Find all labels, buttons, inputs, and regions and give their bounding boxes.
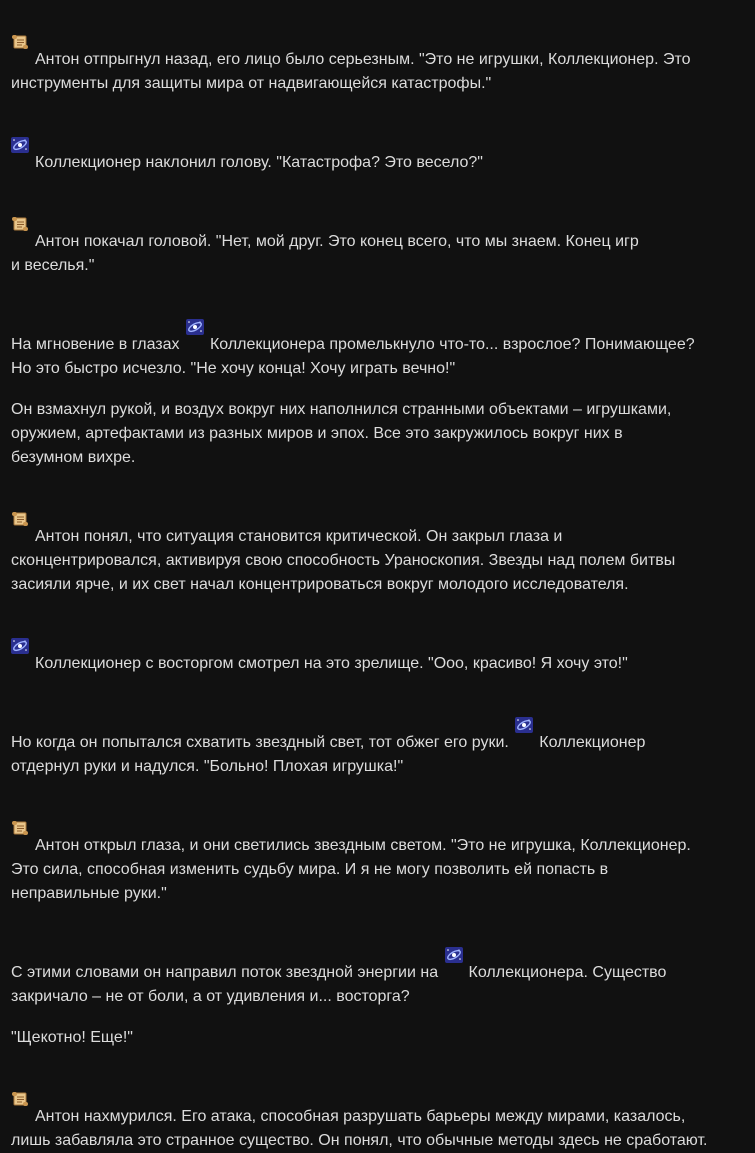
paragraph-text: Антон покачал головой. "Нет, мой друг. Это конец всего, что мы знаем. Конец игр и веселья." [11,233,639,274]
paragraph-text: Коллекционера промелькнуло что-то... взрослое? Понимающее? Но это быстро исчезло. "Не хочу конца! Хочу играть вечно!" [11,336,695,377]
story-paragraph [11,398,755,470]
paragraph-text: Коллекционер наклонил голову. "Катастрофа? Это весело?" [35,154,483,171]
paragraph-text: Коллекционера. Существо закричало – не от боли, а от удивления и... восторга? [11,964,667,1005]
story-paragraph [11,192,755,278]
galaxy-icon [11,113,29,129]
scroll-icon [11,10,29,26]
paragraph-text: На мгновение в глазах [11,336,184,353]
paragraph-text: Антон отпрыгнул назад, его лицо было серьезным. "Это не игрушки, Коллекционер. Это инструменты для защиты мира от надвигающейся катастрофы." [11,51,691,92]
story-paragraph [11,614,755,676]
scroll-icon [11,1067,29,1083]
paragraph-text: С этими словами он направил поток звездной энергии на [11,964,443,981]
story-paragraph [11,1067,755,1153]
galaxy-icon [445,923,463,939]
paragraph-text: Коллекционер с восторгом смотрел на это зрелище. "Ооо, красиво! Я хочу это!" [35,655,628,672]
paragraph-text: Но когда он попытался схватить звездный свет, тот обжег его руки. [11,734,514,751]
story-paragraph [11,1026,755,1050]
galaxy-icon [515,693,533,709]
paragraph-text: Он взмахнул рукой, и воздух вокруг них наполнился странными объектами – игрушками, оружием, артефактами из разных миров и эпох. Все это закружилось вокруг них в безумном вихре. [11,401,672,466]
story-paragraph [11,796,755,906]
paragraph-text: Антон понял, что ситуация становится критической. Он закрыл глаза и сконцентрировался, активируя свою способность Ураноскопия. Звезды над полем битвы засияли ярче, и их свет начал концентрироваться вокруг молодого исследователя. [11,528,676,593]
story-paragraph [11,295,755,381]
story-paragraph [11,113,755,175]
paragraph-text: Антон нахмурился. Его атака, способная разрушать барьеры между мирами, казалось, лишь забавляла это странное существо. Он понял, что обычные методы здесь не сработают. [11,1108,708,1149]
scroll-icon [11,192,29,208]
story-paragraph [11,487,755,597]
galaxy-icon [186,295,204,311]
paragraph-text: Коллекционер отдернул руки и надулся. "Больно! Плохая игрушка!" [11,734,646,775]
scroll-icon [11,796,29,812]
story-paragraph [11,10,755,96]
scroll-icon [11,487,29,503]
paragraph-text: "Щекотно! Еще!" [11,1029,133,1046]
story-paragraph [11,923,755,1009]
paragraph-text: Антон открыл глаза, и они светились звездным светом. "Это не игрушка, Коллекционер. Это сила, способная изменить судьбу мира. И я не могу позволить ей попасть в неправильные руки." [11,837,691,902]
story-paragraph [11,693,755,779]
galaxy-icon [11,614,29,630]
